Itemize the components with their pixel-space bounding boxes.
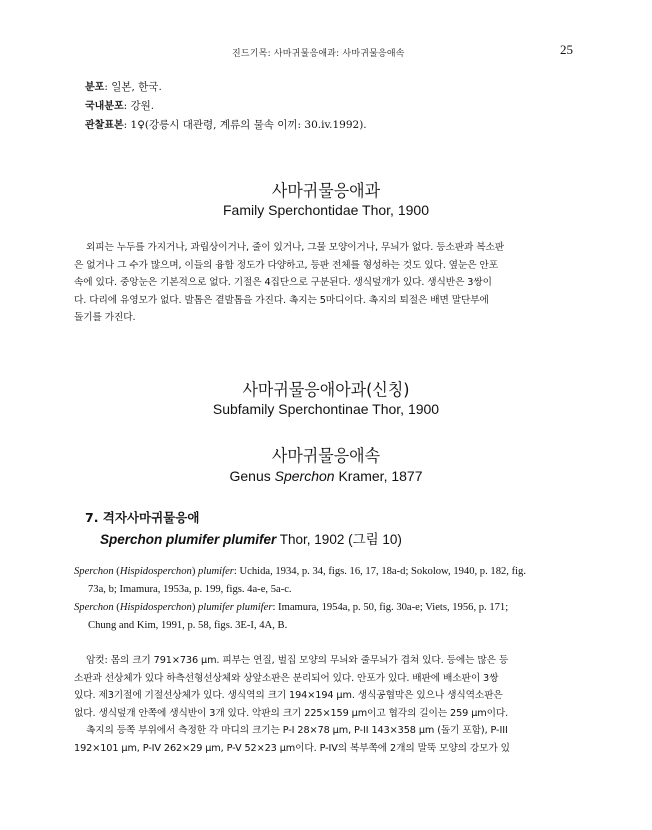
genus-name: Sperchon <box>274 468 335 484</box>
species-heading: 7. 격자사마귀물응애 <box>85 510 200 525</box>
family-description-line: 은 없거나 그 수가 많으며, 이들의 융합 정도가 다양하고, 등판 전체를 형성하는 것도 있다. 옆눈은 안포 <box>74 259 498 271</box>
female-description <box>74 652 580 758</box>
synonym-species: plumifer <box>195 566 234 577</box>
synonym-subgenus: Hispidosperchon <box>119 566 192 577</box>
distribution-line <box>85 78 162 94</box>
female-description-line: 192×101 μm, P-IV 262×29 μm, P-V 52×23 μm이다. P-IV의 복부쪽에 2개의 말뚝 모양의 강모가 있 <box>74 742 510 754</box>
synonym-subgenus: Hispidosperchon <box>119 602 192 613</box>
synonym-species: plumifer plumifer <box>195 602 273 613</box>
korea-distribution-line <box>85 97 154 113</box>
running-head: 진드기목: 사마귀물응애과: 사마귀물응애속 <box>232 49 405 59</box>
female-description-line: 있다. 제3기절에 기절선상체가 있다. 생식역의 크기 194×194 μm. 생식공협막은 있으나 생식역소판은 <box>74 690 503 702</box>
genus-prefix: Genus <box>229 468 275 484</box>
specimens-value: : 1♀(강릉시 대관령, 계류의 물속 이끼: 30.iv.1992). <box>123 119 367 131</box>
page-number: 25 <box>560 42 573 57</box>
synonymy-continuation: 73a, b; Imamura, 1953a, p. 199, figs. 4a-e, 5a-c. <box>88 583 292 595</box>
family-description-line: 외피는 누두를 가지거나, 과립상이거나, 줄이 있거나, 그물 모양이거나, 무늬가 없다. 등소판과 복소판 <box>86 242 504 253</box>
family-description <box>74 239 580 327</box>
family-heading-latin: Family Sperchontidae Thor, 1900 <box>223 202 429 218</box>
distribution-value: : 일본, 한국. <box>104 81 162 93</box>
synonymy-line: Sperchon (Hispidosperchon) plumifer: Uchida, 1934, p. 34, figs. 16, 17, 18a-d; Sokolow, 1940, p. 182, fig. <box>74 566 526 577</box>
female-description-line: 암컷: 몸의 크기 791×736 μm. 피부는 연질, 벌집 모양의 무늬와 줄무늬가 겹쳐 있다. 등에는 많은 등 <box>86 655 509 666</box>
korea-distribution-label: 국내분포 <box>85 101 124 112</box>
female-description-line: 촉지의 등쪽 부위에서 측정한 각 마디의 크기는 P-I 28×78 μm, P-II 143×358 μm (돌기 포함), P-III <box>86 725 508 737</box>
family-description-line: 돌기를 가진다. <box>74 312 136 324</box>
synonym-genus: Sperchon <box>74 602 114 613</box>
synonym-citation: : Uchida, 1934, p. 34, figs. 16, 17, 18a-d; Sokolow, 1940, p. 182, fig. <box>233 566 526 577</box>
korea-distribution-value: : 강원. <box>123 100 155 112</box>
specimens-line <box>85 116 367 132</box>
family-description-line: 다. 다리에 유영모가 없다. 발톱은 곁발톱을 가진다. 촉지는 5마디이다. 촉지의 퇴절은 배면 말단부에 <box>74 294 489 306</box>
distribution-label: 분포 <box>85 82 105 93</box>
synonym-genus: Sperchon <box>74 566 114 577</box>
female-description-line: 없다. 생식덮개 안쪽에 생식반이 3개 있다. 악판의 크기 225×159 μm이고 협각의 길이는 259 μm이다. <box>74 707 509 719</box>
species-binomial: Sperchon plumifer plumifer <box>100 532 277 547</box>
synonymy-entry <box>74 599 580 634</box>
family-heading-korean: 사마귀물응애과 <box>271 180 381 201</box>
subfamily-heading-korean: 사마귀물응애아과(신칭) <box>242 379 410 400</box>
genus-heading-korean: 사마귀물응애속 <box>271 445 381 466</box>
specimens-label: 관찰표본 <box>85 120 124 131</box>
female-description-line: 소판과 선상체가 있다 하측선형선상체와 상앞소판은 분리되어 있다. 안포가 있다. 배판에 배소판이 3쌍 <box>74 672 499 684</box>
synonymy-line: Sperchon (Hispidosperchon) plumifer plumifer: Imamura, 1954a, p. 50, fig. 30a-e; Viets, 1956, p. 171; <box>74 602 509 613</box>
genus-author: Kramer, 1877 <box>334 468 423 484</box>
species-scientific-name <box>100 528 402 548</box>
synonymy-entry <box>74 563 580 598</box>
synonym-citation: : Imamura, 1954a, p. 50, fig. 30a-e; Viets, 1956, p. 171; <box>272 602 509 613</box>
family-description-line: 속에 있다. 중앙눈은 기본적으로 없다. 기절은 4집단으로 구분된다. 생식덮개가 있다. 생식반은 3쌍이 <box>74 277 492 289</box>
genus-heading-latin <box>0 468 652 484</box>
subfamily-heading-latin: Subfamily Sperchontinae Thor, 1900 <box>212 401 440 417</box>
species-author: Thor, 1902 (그림 10) <box>276 532 402 547</box>
synonymy-continuation: Chung and Kim, 1991, p. 58, figs. 3E-I, 4A, B. <box>88 619 288 631</box>
